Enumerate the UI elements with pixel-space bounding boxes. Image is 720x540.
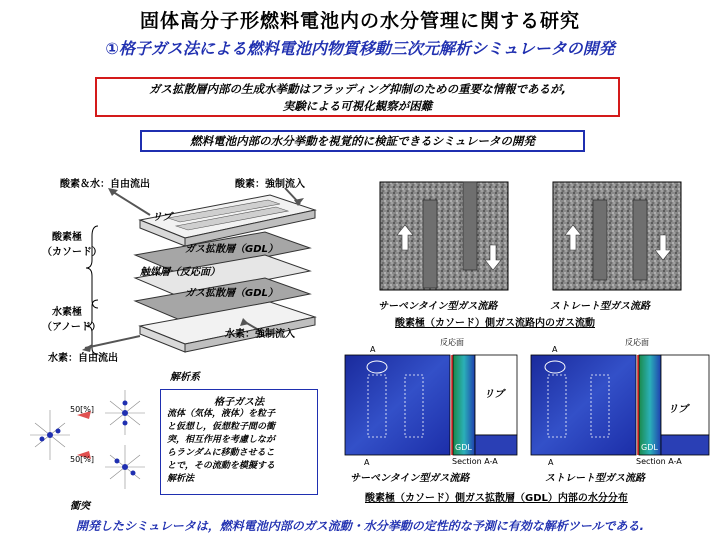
straight-label-top: ストレート型ガス流路 xyxy=(550,301,650,312)
oxygen-inflow-label: 酸素：強制流入 xyxy=(235,179,305,190)
rib-label-diagram: リブ xyxy=(152,212,172,223)
catalyst-label: 触媒層（反応面） xyxy=(140,267,220,278)
gas-flow-caption: 酸素極（カソード）側ガス流路内のガス流動 xyxy=(395,318,595,329)
page-subtitle: ①格子ガス法による燃料電池内物質移動三次元解析シミュレータの開発 xyxy=(105,39,615,58)
goal-box: 燃料電池内部の水分挙動を視覚的に検証できるシミュレータの開発 xyxy=(140,130,585,152)
anode-label-line-2: （アノード） xyxy=(42,322,101,333)
gdl-label-1: GDL xyxy=(455,443,472,452)
lattice-gas-line-4: らランダムに移動させるこ xyxy=(167,448,275,458)
problem-line-2: 実験による可視化観察が困難 xyxy=(282,99,433,113)
oxygen-water-outflow-label: 酸素＆水：自由流出 xyxy=(60,179,150,190)
problem-box xyxy=(95,77,620,117)
cathode-label-line-1: 酸素極 xyxy=(52,232,82,243)
serpentine-label-bottom: サーペンタイン型ガス流路 xyxy=(350,473,470,484)
collision-ratio-1: 50[%] xyxy=(70,405,95,414)
problem-line-1: ガス拡散層内部の生成水挙動はフラッディング抑制のための重要な情報であるが, xyxy=(149,82,566,96)
anode-label-line-1: 水素極 xyxy=(52,307,82,318)
collision-label: 衝突 xyxy=(70,501,90,512)
straight-label-bottom: ストレート型ガス流路 xyxy=(545,473,645,484)
a-mark-1: A xyxy=(370,345,376,354)
section-label-1: Section A-A xyxy=(452,457,498,466)
gdl-label-2: GDL xyxy=(641,443,658,452)
lattice-gas-line-2: と仮想し，仮想粒子間の衝 xyxy=(167,422,276,432)
conclusion-text: 開発したシミュレータは，燃料電池内部のガス流動・水分挙動の定性的な予測に有効な解析ツールである. xyxy=(75,519,645,533)
rib-label-2: リブ xyxy=(668,404,688,415)
water-distribution-images xyxy=(343,345,715,465)
a-mark-4: A xyxy=(548,458,554,467)
lattice-gas-line-6: 解析法 xyxy=(167,474,195,484)
lattice-gas-line-5: とで，その流動を模擬する xyxy=(167,461,275,471)
hydrogen-inflow-label: 水素：強制流入 xyxy=(225,329,295,340)
water-distribution-caption: 酸素極（カソード）側ガス拡散層（GDL）内部の水分分布 xyxy=(365,493,628,504)
collision-diagram xyxy=(25,385,155,495)
collision-ratio-2: 50[%] xyxy=(70,455,95,464)
reaction-surface-label-1: 反応面 xyxy=(440,338,464,347)
a-mark-3: A xyxy=(552,345,558,354)
cathode-label xyxy=(42,228,102,258)
gas-flow-images xyxy=(375,180,695,295)
serpentine-label-top: サーペンタイン型ガス流路 xyxy=(378,301,498,312)
lattice-gas-heading: 格子ガス法 xyxy=(214,397,264,408)
hydrogen-outflow-label: 水素：自由流出 xyxy=(48,353,118,364)
gdl-bottom-label: ガス拡散層（GDL） xyxy=(185,288,278,299)
section-label-2: Section A-A xyxy=(636,457,682,466)
a-mark-2: A xyxy=(364,458,370,467)
anode-label xyxy=(42,303,101,333)
lattice-gas-box xyxy=(160,389,318,495)
analysis-system-caption: 解析系 xyxy=(170,372,200,383)
reaction-surface-label-2: 反応面 xyxy=(625,338,649,347)
rib-label-1: リブ xyxy=(484,389,504,400)
lattice-gas-line-3: 突，相互作用を考慮しなが xyxy=(167,435,276,445)
cathode-label-line-2: （カソード） xyxy=(42,247,102,258)
gdl-top-label: ガス拡散層（GDL） xyxy=(185,244,278,255)
page-title: 固体高分子形燃料電池内の水分管理に関する研究 xyxy=(139,10,580,32)
lattice-gas-line-1: 流体（気体，液体）を粒子 xyxy=(167,409,276,419)
